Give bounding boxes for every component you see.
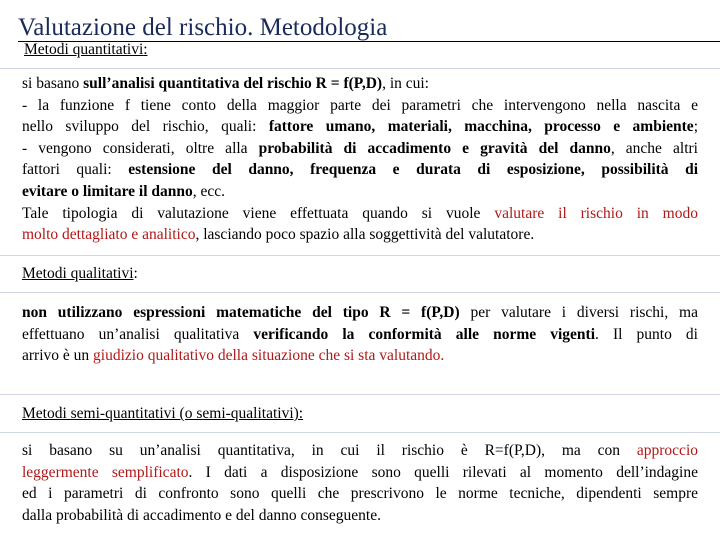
heading-qualitative: Metodi qualitativi: [22, 265, 138, 282]
paragraph-semi-quantitative: si basano su un’analisi quantitativa, in cui il rischio è R=f(P,D), ma con approccio leggermente semplificato. I dati a disposizione sono quelli rilevati al momento dell’indagine ed i parametri di confronto sono quelli che prescrivono le norme tecniche, dipendenti sempre dalla probabilità di accadimento e del danno conseguente. [22, 442, 698, 524]
heading-semi-quantitative: Metodi semi-quantitativi (o semi-qualitativi): [22, 405, 304, 422]
section-divider [0, 432, 720, 433]
section-divider [0, 292, 720, 293]
heading-quantitative: Metodi quantitativi: [24, 41, 148, 58]
section-divider [0, 68, 720, 69]
page-title: Valutazione del rischio. Metodologia [18, 14, 388, 41]
paragraph-quantitative: si basano sull’analisi quantitativa del rischio R = f(P,D), in cui: - la funzione f tiene conto della maggior parte dei parametri che intervengono nella nascita e nello sviluppo del rischio, quali: fattore umano, materiali, macchina, processo e ambiente; - vengono considerati, oltre alla probabilità di accadimento e gravità del danno, anche altri fattori quali: estensione del danno, frequenza e durata di esposizione, possibilità di evitare o limitare il danno, ecc. Tale tipologia di valutazione viene effettuata quando si vuole valutare il rischio in modo molto dettagliato e analitico, lasciando poco spazio alla soggettività del valutatore. [22, 75, 699, 244]
section-divider [0, 255, 720, 256]
paragraph-qualitative: non utilizzano espressioni matematiche del tipo R = f(P,D) per valutare i diversi rischi, ma effettuano un’analisi qualitativa verificando la conformità alle norme vigenti. Il punto di arrivo è un giudizio qualitativo della situazione che si sta valutando. [22, 304, 698, 365]
section-divider [0, 394, 720, 395]
